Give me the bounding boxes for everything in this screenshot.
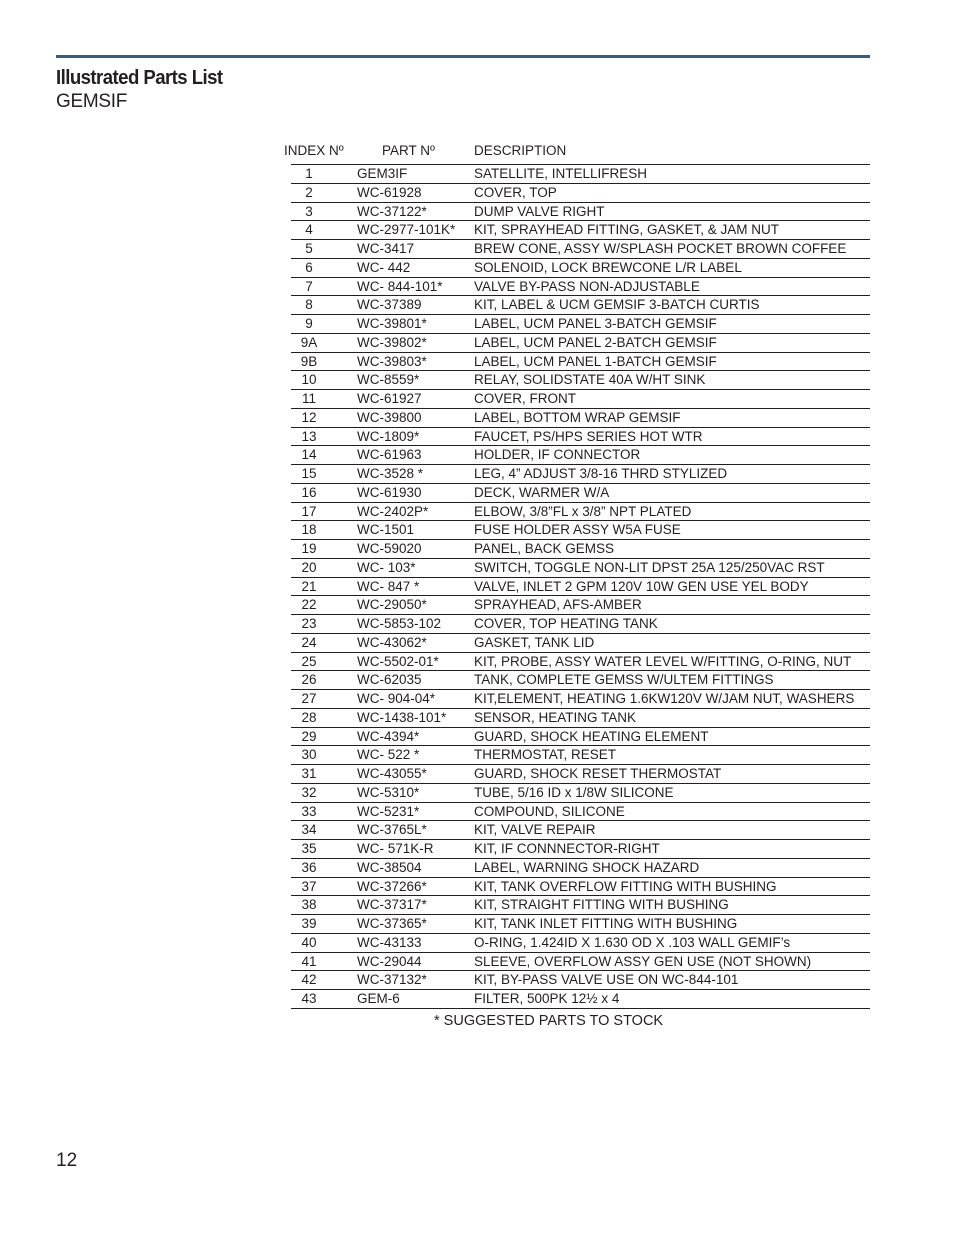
table-row xyxy=(291,559,870,578)
part-number-cell: WC-43133 xyxy=(357,934,422,950)
parts-table xyxy=(291,164,870,1009)
part-number-cell: WC-1809* xyxy=(357,428,420,444)
description-cell: LABEL, BOTTOM WRAP GEMSIF xyxy=(474,409,681,425)
description-cell: FILTER, 500PK 12½ x 4 xyxy=(474,991,620,1006)
description-cell: KIT, STRAIGHT FITTING WITH BUSHING xyxy=(474,897,729,913)
index-cell: 13 xyxy=(301,428,317,444)
table-row xyxy=(291,653,870,672)
description-cell: DECK, WARMER W/A xyxy=(474,484,610,500)
part-number-cell: WC-5231* xyxy=(357,803,420,819)
header-rule xyxy=(56,55,870,58)
part-number-cell: WC-59020 xyxy=(357,541,422,556)
part-number-cell: WC-1438-101* xyxy=(357,709,447,725)
description-cell: LEG, 4” ADJUST 3/8-16 THRD STYLIZED xyxy=(474,466,728,481)
table-row xyxy=(291,578,870,597)
part-number-cell: WC-39803* xyxy=(357,353,427,369)
table-row xyxy=(291,615,870,634)
index-cell: 21 xyxy=(301,578,317,594)
index-cell: 19 xyxy=(301,541,317,556)
description-cell: TANK, COMPLETE GEMSS W/ULTEM FITTINGS xyxy=(474,672,774,688)
part-number-cell: WC-2977-101K* xyxy=(357,222,456,238)
description-cell: O-RING, 1.424ID X 1.630 OD X .103 WALL GEMIF’s xyxy=(474,934,791,950)
part-number-cell: WC-3417 xyxy=(357,241,415,256)
index-cell: 12 xyxy=(301,409,317,425)
index-cell: 9B xyxy=(300,353,318,369)
part-number-cell: WC- 103* xyxy=(357,559,416,575)
description-cell: GASKET, TANK LID xyxy=(474,634,595,650)
table-row xyxy=(291,915,870,934)
table-row xyxy=(291,353,870,372)
table-row xyxy=(291,728,870,747)
description-cell: SATELLITE, INTELLIFRESH xyxy=(474,166,648,181)
index-cell: 40 xyxy=(301,934,317,950)
part-number-cell: WC-38504 xyxy=(357,859,422,875)
index-cell: 41 xyxy=(301,953,317,969)
description-cell: VALVE, INLET 2 GPM 120V 10W GEN USE YEL BODY xyxy=(474,578,809,594)
part-number-cell: WC-61963 xyxy=(357,447,422,463)
index-cell: 14 xyxy=(301,447,317,463)
table-row xyxy=(291,184,870,203)
description-cell: KIT, TANK INLET FITTING WITH BUSHING xyxy=(474,916,738,931)
index-cell: 4 xyxy=(305,222,313,238)
table-row xyxy=(291,971,870,990)
table-row xyxy=(291,315,870,334)
index-cell: 18 xyxy=(301,522,317,538)
part-number-cell: WC-37132* xyxy=(357,972,427,988)
description-cell: SWITCH, TOGGLE NON-LIT DPST 25A 125/250VAC RST xyxy=(474,559,825,575)
description-cell: SPRAYHEAD, AFS-AMBER xyxy=(474,597,642,613)
table-row xyxy=(291,409,870,428)
table-row xyxy=(291,878,870,897)
table-row xyxy=(291,240,870,259)
table-row xyxy=(291,859,870,878)
page-title: Illustrated Parts List xyxy=(56,67,223,89)
index-cell: 29 xyxy=(301,728,317,744)
index-cell: 39 xyxy=(301,916,317,931)
description-cell: KIT, PROBE, ASSY WATER LEVEL W/FITTING, O-RING, NUT xyxy=(474,653,852,669)
index-cell: 16 xyxy=(301,484,317,500)
index-cell: 2 xyxy=(305,184,313,200)
table-row xyxy=(291,334,870,353)
table-row xyxy=(291,278,870,297)
table-row xyxy=(291,259,870,278)
description-cell: FUSE HOLDER ASSY W5A FUSE xyxy=(474,522,681,538)
index-cell: 37 xyxy=(301,878,317,894)
table-row xyxy=(291,221,870,240)
part-number-cell: WC-5502-01* xyxy=(357,653,439,669)
index-cell: 27 xyxy=(301,691,317,706)
column-header-part-number: PART Nº xyxy=(382,143,435,158)
part-number-cell: WC-29044 xyxy=(357,953,422,969)
table-row xyxy=(291,446,870,465)
part-number-cell: GEM3IF xyxy=(357,166,408,181)
table-row xyxy=(291,296,870,315)
index-cell: 38 xyxy=(301,897,317,913)
column-header-index: INDEX Nº xyxy=(284,143,344,158)
table-row xyxy=(291,503,870,522)
index-cell: 32 xyxy=(301,784,317,800)
part-number-cell: WC- 847 * xyxy=(357,578,420,594)
table-row xyxy=(291,634,870,653)
index-cell: 11 xyxy=(301,391,316,406)
part-number-cell: WC-61928 xyxy=(357,184,422,200)
part-number-cell: WC-39802* xyxy=(357,334,427,350)
part-number-cell: WC-37317* xyxy=(357,897,427,913)
part-number-cell: GEM-6 xyxy=(357,991,400,1006)
index-cell: 20 xyxy=(301,559,317,575)
index-cell: 24 xyxy=(301,634,317,650)
part-number-cell: WC-37365* xyxy=(357,916,427,931)
table-row xyxy=(291,690,870,709)
description-cell: COMPOUND, SILICONE xyxy=(474,803,625,819)
index-cell: 6 xyxy=(305,259,313,275)
index-cell: 36 xyxy=(301,859,317,875)
table-row xyxy=(291,165,870,184)
part-number-cell: WC-5310* xyxy=(357,784,420,800)
description-cell: VALVE BY-PASS NON-ADJUSTABLE xyxy=(474,278,700,294)
table-row xyxy=(291,596,870,615)
description-cell: KIT, IF CONNNECTOR-RIGHT xyxy=(474,841,660,856)
table-row xyxy=(291,428,870,447)
description-cell: GUARD, SHOCK RESET THERMOSTAT xyxy=(474,766,722,781)
description-cell: KIT, LABEL & UCM GEMSIF 3-BATCH CURTIS xyxy=(474,297,760,313)
part-number-cell: WC- 844-101* xyxy=(357,278,443,294)
column-header-description: DESCRIPTION xyxy=(474,143,567,158)
table-row xyxy=(291,934,870,953)
description-cell: KIT, VALVE REPAIR xyxy=(474,822,596,838)
part-number-cell: WC-3765L* xyxy=(357,822,427,838)
description-cell: LABEL, UCM PANEL 3-BATCH GEMSIF xyxy=(474,316,717,331)
table-row xyxy=(291,803,870,822)
part-number-cell: WC-61930 xyxy=(357,484,422,500)
part-number-cell: WC- 522 * xyxy=(357,747,420,763)
index-cell: 42 xyxy=(301,972,317,988)
table-row xyxy=(291,484,870,503)
index-cell: 28 xyxy=(301,709,317,725)
index-cell: 33 xyxy=(301,803,317,819)
table-row xyxy=(291,203,870,222)
part-number-cell: WC-1501 xyxy=(357,522,415,538)
description-cell: COVER, TOP xyxy=(474,184,557,200)
table-row xyxy=(291,746,870,765)
footnote: * SUGGESTED PARTS TO STOCK xyxy=(434,1013,664,1029)
description-cell: KIT, TANK OVERFLOW FITTING WITH BUSHING xyxy=(474,878,777,894)
part-number-cell: WC- 442 xyxy=(357,259,411,275)
table-row xyxy=(291,821,870,840)
table-row xyxy=(291,784,870,803)
part-number-cell: WC-62035 xyxy=(357,672,422,688)
page-number: 12 xyxy=(56,1150,78,1171)
part-number-cell: WC-61927 xyxy=(357,391,422,406)
part-number-cell: WC-43055* xyxy=(357,766,427,781)
index-cell: 43 xyxy=(301,991,317,1006)
index-cell: 34 xyxy=(301,822,317,838)
table-row xyxy=(291,709,870,728)
description-cell: KIT, BY-PASS VALVE USE ON WC-844-101 xyxy=(474,972,739,988)
part-number-cell: WC-5853-102 xyxy=(357,616,442,631)
table-row xyxy=(291,671,870,690)
part-number-cell: WC-2402P* xyxy=(357,503,429,519)
table-row xyxy=(291,765,870,784)
part-number-cell: WC-37122* xyxy=(357,203,427,219)
part-number-cell: WC-37389 xyxy=(357,297,422,313)
description-cell: LABEL, UCM PANEL 2-BATCH GEMSIF xyxy=(474,334,717,350)
index-cell: 7 xyxy=(305,278,313,294)
table-row xyxy=(291,990,870,1009)
index-cell: 22 xyxy=(301,597,317,613)
part-number-cell: WC-39800 xyxy=(357,409,422,425)
table-row xyxy=(291,521,870,540)
index-cell: 10 xyxy=(301,372,317,388)
index-cell: 8 xyxy=(305,297,313,313)
description-cell: COVER, TOP HEATING TANK xyxy=(474,616,658,631)
index-cell: 25 xyxy=(301,653,317,669)
description-cell: HOLDER, IF CONNECTOR xyxy=(474,447,641,463)
index-cell: 5 xyxy=(305,241,313,256)
table-row xyxy=(291,840,870,859)
part-number-cell: WC-43062* xyxy=(357,634,427,650)
index-cell: 17 xyxy=(301,503,317,519)
page-subtitle: GEMSIF xyxy=(56,91,128,112)
description-cell: FAUCET, PS/HPS SERIES HOT WTR xyxy=(474,428,703,444)
part-number-cell: WC-37266* xyxy=(357,878,427,894)
description-cell: PANEL, BACK GEMSS xyxy=(474,541,615,556)
part-number-cell: WC-4394* xyxy=(357,728,420,744)
table-row xyxy=(291,540,870,559)
description-cell: LABEL, UCM PANEL 1-BATCH GEMSIF xyxy=(474,353,717,369)
description-cell: BREW CONE, ASSY W/SPLASH POCKET BROWN COFFEE xyxy=(474,241,847,256)
part-number-cell: WC-8559* xyxy=(357,372,420,388)
index-cell: 3 xyxy=(305,203,313,219)
description-cell: LABEL, WARNING SHOCK HAZARD xyxy=(474,859,700,875)
index-cell: 1 xyxy=(305,166,313,181)
index-cell: 31 xyxy=(301,766,317,781)
description-cell: TUBE, 5/16 ID x 1/8W SILICONE xyxy=(474,784,674,800)
table-row xyxy=(291,953,870,972)
description-cell: COVER, FRONT xyxy=(474,391,577,406)
part-number-cell: WC- 904-04* xyxy=(357,691,436,706)
table-row xyxy=(291,371,870,390)
part-number-cell: WC- 571K-R xyxy=(357,841,434,856)
table-row xyxy=(291,465,870,484)
description-cell: ELBOW, 3/8”FL x 3/8” NPT PLATED xyxy=(474,503,692,519)
description-cell: SLEEVE, OVERFLOW ASSY GEN USE (NOT SHOWN) xyxy=(474,953,812,969)
description-cell: DUMP VALVE RIGHT xyxy=(474,203,605,219)
description-cell: GUARD, SHOCK HEATING ELEMENT xyxy=(474,728,709,744)
index-cell: 30 xyxy=(301,747,317,763)
index-cell: 35 xyxy=(301,841,317,856)
description-cell: RELAY, SOLIDSTATE 40A W/HT SINK xyxy=(474,372,706,388)
index-cell: 23 xyxy=(301,616,317,631)
description-cell: THERMOSTAT, RESET xyxy=(474,747,617,763)
description-cell: SOLENOID, LOCK BREWCONE L/R LABEL xyxy=(474,259,742,275)
index-cell: 26 xyxy=(301,672,317,688)
index-cell: 9 xyxy=(305,316,313,331)
table-row xyxy=(291,390,870,409)
part-number-cell: WC-3528 * xyxy=(357,466,424,481)
part-number-cell: WC-29050* xyxy=(357,597,427,613)
index-cell: 9A xyxy=(300,334,318,350)
index-cell: 15 xyxy=(301,466,317,481)
description-cell: SENSOR, HEATING TANK xyxy=(474,709,637,725)
description-cell: KIT,ELEMENT, HEATING 1.6KW120V W/JAM NUT, WASHERS xyxy=(474,691,855,706)
table-row xyxy=(291,896,870,915)
description-cell: KIT, SPRAYHEAD FITTING, GASKET, & JAM NUT xyxy=(474,222,780,238)
part-number-cell: WC-39801* xyxy=(357,316,427,331)
